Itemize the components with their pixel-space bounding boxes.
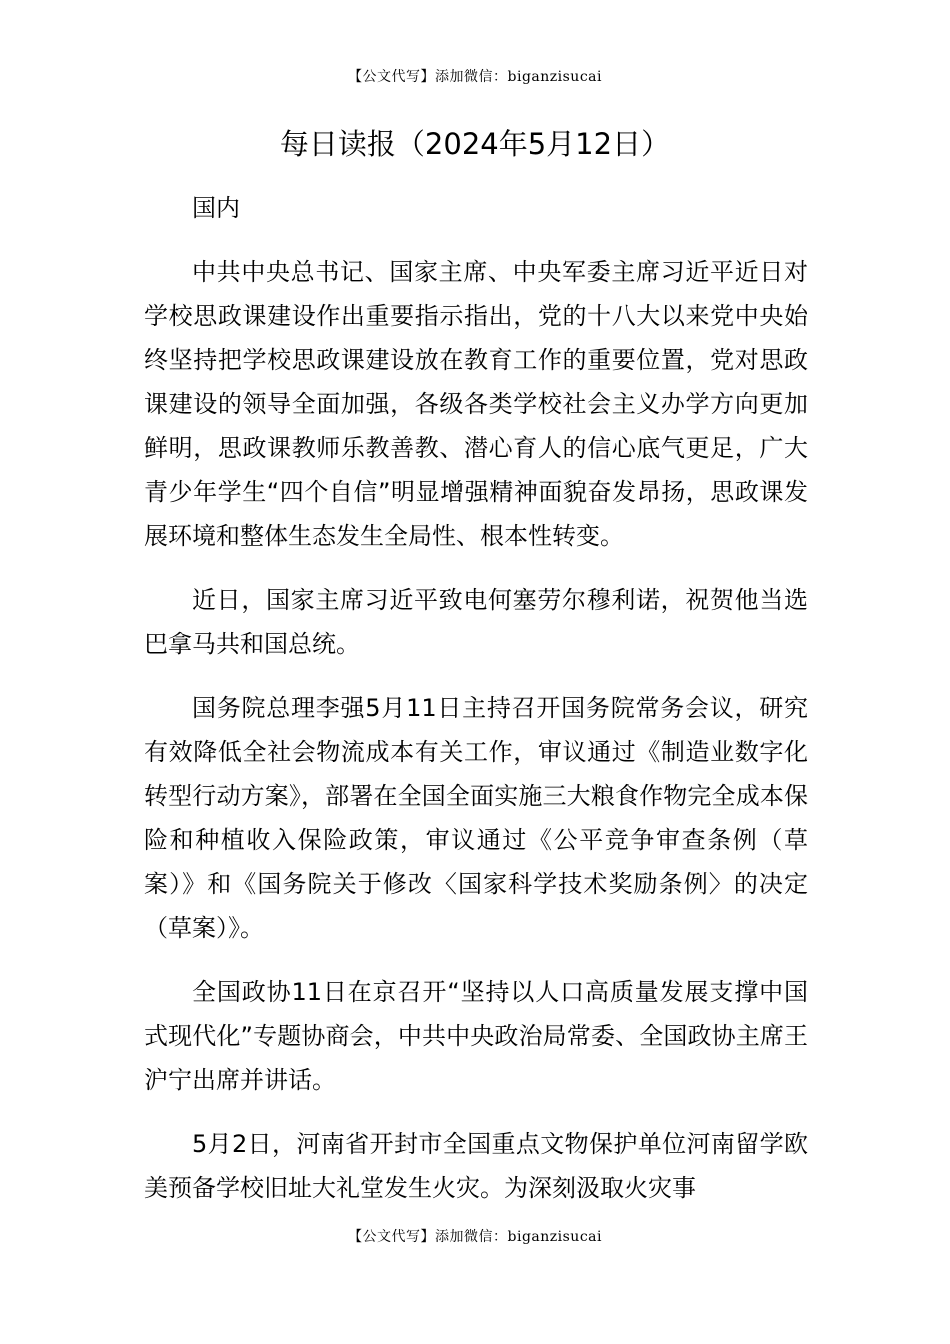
document-body xyxy=(144,186,808,1230)
document-title: 每日读报（2024年5月12日） xyxy=(279,127,671,161)
paragraph-3: 国务院总理李强5月11日主持召开国务院常务会议，研究有效降低全社会物流成本有关工作，审议通过《制造业数字化转型行动方案》，部署在全国全面实施三大粮食作物完全成本保险和种植收入保险政策，审议通过《公平竞争审查条例（草案）》和《国务院关于修改〈国家科学技术奖励条例〉的决定（草案）》。 xyxy=(144,694,808,942)
paragraph-2: 近日，国家主席习近平致电何塞劳尔穆利诺，祝贺他当选巴拿马共和国总统。 xyxy=(144,586,808,658)
page-footer: 【公文代写】添加微信：biganzisucai xyxy=(348,1229,602,1245)
page-header: 【公文代写】添加微信：biganzisucai xyxy=(348,69,602,85)
section-heading: 国内 xyxy=(192,194,240,222)
paragraph-1: 中共中央总书记、国家主席、中央军委主席习近平近日对学校思政课建设作出重要指示指出，党的十八大以来党中央始终坚持把学校思政课建设放在教育工作的重要位置，党对思政课建设的领导全面加强，各级各类学校社会主义办学方向更加鲜明，思政课教师乐教善教、潜心育人的信心底气更足，广大青少年学生“四个自信”明显增强精神面貌奋发昂扬，思政课发展环境和整体生态发生全局性、根本性转变。 xyxy=(144,258,808,550)
paragraph-5: 5月2日，河南省开封市全国重点文物保护单位河南留学欧美预备学校旧址大礼堂发生火灾。为深刻汲取火灾事 xyxy=(144,1130,808,1202)
paragraph-4: 全国政协11日在京召开“坚持以人口高质量发展支撑中国式现代化”专题协商会，中共中央政治局常委、全国政协主席王沪宁出席并讲话。 xyxy=(144,978,808,1094)
